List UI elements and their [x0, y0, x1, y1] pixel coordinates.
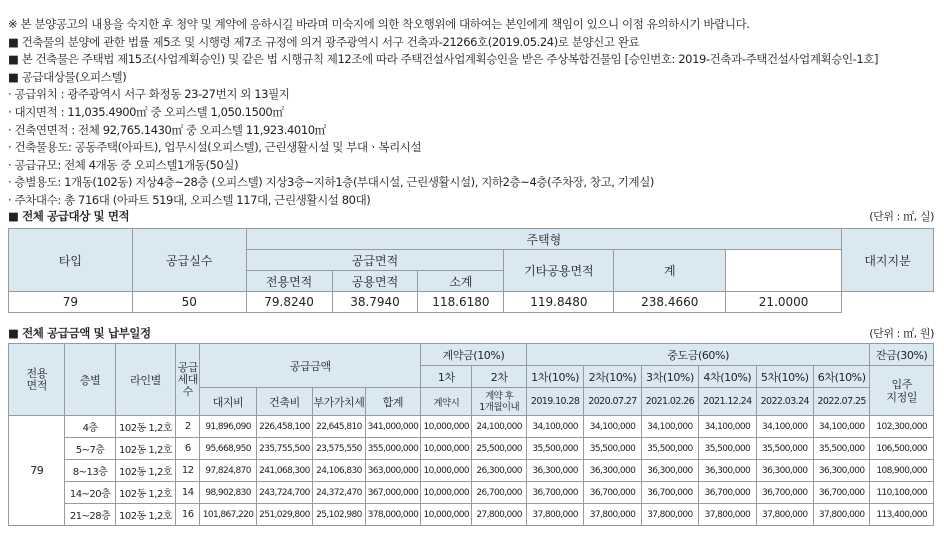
cell-line: 102동 1,2호 [115, 416, 175, 438]
cell-interim-3: 34,100,000 [641, 416, 698, 438]
header-interim-2: 2차(10%) [584, 366, 641, 388]
cell-interim-1: 36,700,000 [526, 482, 583, 504]
notice-line: ■ 본 건축물은 주택법 제15조(사업계획승인) 및 같은 법 시행규칙 제12조에 따라 주택건설사업계획승인을 받은 주상복합건물임 [승인번호: 2019-건축과-주택건설사업계획승인-1호] [8, 52, 879, 67]
cell-deposit-1: 10,000,000 [421, 504, 472, 526]
table-row [9, 292, 934, 313]
header-deposit-1: 1차 [421, 366, 472, 388]
cell-deposit-2: 26,700,000 [472, 482, 526, 504]
cell-interim-5: 34,100,000 [756, 416, 813, 438]
cell-balance: 113,400,000 [870, 504, 934, 526]
section-title-area: ■ 전체 공급대상 및 면적 [8, 209, 130, 223]
header-interim-1-date: 2019.10.28 [526, 388, 583, 416]
header-supply-area: 공급면적 [246, 250, 504, 271]
cell-total: 238.4660 [614, 292, 726, 313]
cell-vat: 24,106,830 [313, 460, 366, 482]
header-total: 계 [614, 250, 726, 292]
header-unit-count: 공급실수 [132, 229, 246, 292]
cell-interim-2: 36,700,000 [584, 482, 641, 504]
header-subtotal: 소계 [418, 271, 504, 292]
cell-interim-6: 36,700,000 [813, 482, 869, 504]
cell-vat: 25,102,980 [313, 504, 366, 526]
cell-floor: 21~28층 [65, 504, 115, 526]
cell-building-cost: 235,755,500 [256, 438, 312, 460]
header-interim-3: 3차(10%) [641, 366, 698, 388]
cell-exclusive: 79.8240 [246, 292, 332, 313]
cell-building-cost: 226,458,100 [256, 416, 312, 438]
header-interim-6: 6차(10%) [813, 366, 869, 388]
cell-interim-3: 36,300,000 [641, 460, 698, 482]
cell-building-cost: 241,068,300 [256, 460, 312, 482]
header-sum: 합계 [365, 388, 420, 416]
cell-interim-5: 35,500,000 [756, 438, 813, 460]
cell-units: 14 [176, 482, 200, 504]
header-interim-5: 5차(10%) [756, 366, 813, 388]
cell-units: 16 [176, 504, 200, 526]
cell-interim-3: 35,500,000 [641, 438, 698, 460]
notice-block [8, 16, 938, 210]
cell-sum: 378,000,000 [365, 504, 420, 526]
cell-floor: 4층 [65, 416, 115, 438]
cell-interim-6: 37,800,000 [813, 504, 869, 526]
cell-interim-3: 37,800,000 [641, 504, 698, 526]
header-interim-6-date: 2022.07.25 [813, 388, 869, 416]
cell-deposit-1: 10,000,000 [421, 460, 472, 482]
header-vat: 부가가치세 [313, 388, 366, 416]
cell-land-cost: 91,896,090 [200, 416, 256, 438]
header-interim-2-date: 2020.07.27 [584, 388, 641, 416]
cell-sum: 363,000,000 [365, 460, 420, 482]
unit-label-price: (단위 : ㎡, 원) [869, 327, 934, 340]
cell-line: 102동 1,2호 [115, 460, 175, 482]
cell-area: 79 [9, 416, 65, 526]
cell-interim-2: 34,100,000 [584, 416, 641, 438]
header-interim-3-date: 2021.02.26 [641, 388, 698, 416]
header-deposit-2: 2차 [472, 366, 526, 388]
header-deposit-2-when: 계약 후 1개월이내 [472, 388, 526, 416]
cell-vat: 22,645,810 [313, 416, 366, 438]
cell-sum: 341,000,000 [365, 416, 420, 438]
cell-interim-2: 37,800,000 [584, 504, 641, 526]
cell-interim-1: 37,800,000 [526, 504, 583, 526]
cell-balance: 110,100,000 [870, 482, 934, 504]
cell-vat: 23,575,550 [313, 438, 366, 460]
header-interim: 중도금(60%) [526, 344, 870, 366]
header-deposit: 계약금(10%) [421, 344, 527, 366]
cell-land-cost: 97,824,870 [200, 460, 256, 482]
header-interim-4-date: 2021.12.24 [699, 388, 756, 416]
price-table [8, 343, 934, 526]
cell-interim-5: 37,800,000 [756, 504, 813, 526]
cell-deposit-1: 10,000,000 [421, 482, 472, 504]
header-other-common: 기타공용면적 [504, 250, 614, 292]
cell-common: 38.7940 [332, 292, 418, 313]
cell-interim-1: 35,500,000 [526, 438, 583, 460]
header-line: 라인별 [115, 344, 175, 416]
cell-interim-6: 34,100,000 [813, 416, 869, 438]
header-balance: 잔금(30%) [870, 344, 934, 366]
table-row [9, 482, 934, 504]
cell-units: 6 [176, 438, 200, 460]
cell-building-cost: 251,029,800 [256, 504, 312, 526]
cell-subtotal: 118.6180 [418, 292, 504, 313]
notice-line: · 주차대수: 총 716대 (아파트 519대, 오피스텔 117대, 근린생활시설 80대) [8, 192, 371, 207]
header-floor: 층별 [65, 344, 115, 416]
cell-interim-6: 35,500,000 [813, 438, 869, 460]
cell-count: 50 [132, 292, 246, 313]
cell-interim-4: 36,300,000 [699, 460, 756, 482]
cell-deposit-2: 26,300,000 [472, 460, 526, 482]
cell-sum: 355,000,000 [365, 438, 420, 460]
cell-line: 102동 1,2호 [115, 482, 175, 504]
cell-type: 79 [9, 292, 133, 313]
header-housing-type: 주택형 [246, 229, 841, 250]
notice-line: · 공급규모: 전체 4개동 중 오피스텔1개동(50실) [8, 157, 239, 172]
cell-units: 2 [176, 416, 200, 438]
cell-interim-4: 34,100,000 [699, 416, 756, 438]
cell-floor: 5~7층 [65, 438, 115, 460]
header-land-share: 대지지분 [842, 229, 934, 292]
header-area: 전용 면적 [9, 344, 65, 416]
cell-land-cost: 101,867,220 [200, 504, 256, 526]
table-row [9, 438, 934, 460]
notice-line: · 대지면적 : 11,035.4900㎡ 중 오피스텔 1,050.1500㎡ [8, 104, 284, 119]
cell-line: 102동 1,2호 [115, 438, 175, 460]
cell-interim-2: 35,500,000 [584, 438, 641, 460]
cell-interim-4: 35,500,000 [699, 438, 756, 460]
header-exclusive-area: 전용면적 [246, 271, 332, 292]
cell-units: 12 [176, 460, 200, 482]
table-row [9, 416, 934, 438]
cell-interim-1: 34,100,000 [526, 416, 583, 438]
section-title-price: ■ 전체 공급금액 및 납부일정 [8, 326, 151, 340]
cell-other-common: 119.8480 [504, 292, 614, 313]
cell-sum: 367,000,000 [365, 482, 420, 504]
cell-deposit-1: 10,000,000 [421, 416, 472, 438]
header-units: 공급 세대 수 [176, 344, 200, 416]
cell-vat: 24,372,470 [313, 482, 366, 504]
notice-line: · 건축연면적 : 전체 92,765.1430㎡ 중 오피스텔 11,923.4010㎡ [8, 122, 326, 137]
cell-interim-3: 36,700,000 [641, 482, 698, 504]
cell-interim-6: 36,300,000 [813, 460, 869, 482]
header-interim-1: 1차(10%) [526, 366, 583, 388]
header-type: 타입 [9, 229, 133, 292]
cell-line: 102동 1,2호 [115, 504, 175, 526]
cell-balance: 102,300,000 [870, 416, 934, 438]
area-table [8, 228, 934, 313]
cell-building-cost: 243,724,700 [256, 482, 312, 504]
header-amount: 공급금액 [200, 344, 421, 388]
cell-interim-4: 36,700,000 [699, 482, 756, 504]
notice-line: · 건축물용도: 공동주택(아파트), 업무시설(오피스텔), 근린생활시설 및 부대ㆍ복리시설 [8, 140, 422, 155]
cell-interim-1: 36,300,000 [526, 460, 583, 482]
table-row [9, 504, 934, 526]
header-interim-5-date: 2022.03.24 [756, 388, 813, 416]
notice-line: ■ 건축물의 분양에 관한 법률 제5조 및 시행령 제7조 규정에 의거 광주광역시 서구 건축과-21266호(2019.05.24)로 분양신고 완료 [8, 34, 640, 49]
cell-interim-5: 36,700,000 [756, 482, 813, 504]
cell-deposit-1: 10,000,000 [421, 438, 472, 460]
cell-land-cost: 98,902,830 [200, 482, 256, 504]
cell-deposit-2: 25,500,000 [472, 438, 526, 460]
header-interim-4: 4차(10%) [699, 366, 756, 388]
cell-deposit-2: 24,100,000 [472, 416, 526, 438]
header-land-cost: 대지비 [200, 388, 256, 416]
cell-interim-4: 37,800,000 [699, 504, 756, 526]
notice-line: ■ 공급대상물(오피스텔) [8, 69, 127, 84]
header-deposit-1-when: 계약시 [421, 388, 472, 416]
cell-floor: 8~13층 [65, 460, 115, 482]
notice-line: · 층별용도: 1개동(102동) 지상4층~28층 (오피스텔) 지상3층~지하1층(부대시설, 근린생활시설), 지하2층~4층(주차장, 창고, 기계실) [8, 175, 655, 190]
cell-balance: 108,900,000 [870, 460, 934, 482]
cell-land-share: 21.0000 [726, 292, 842, 313]
cell-balance: 106,500,000 [870, 438, 934, 460]
notice-line: ※ 본 분양공고의 내용을 숙지한 후 청약 및 계약에 응하시길 바라며 미숙지에 의한 착오행위에 대하여는 본인에게 책임이 있으니 이점 유의하시기 바랍니다. [8, 17, 750, 31]
table-row [9, 460, 934, 482]
unit-label-area: (단위 : ㎡, 실) [869, 210, 934, 223]
header-building-cost: 건축비 [256, 388, 312, 416]
notice-line: · 공급위치 : 광주광역시 서구 화정동 23-27번지 외 13필지 [8, 87, 290, 102]
cell-deposit-2: 27,800,000 [472, 504, 526, 526]
cell-interim-5: 36,300,000 [756, 460, 813, 482]
header-move-in: 입주 지정일 [870, 366, 934, 416]
cell-land-cost: 95,668,950 [200, 438, 256, 460]
cell-floor: 14~20층 [65, 482, 115, 504]
header-common-area: 공용면적 [332, 271, 418, 292]
cell-interim-2: 36,300,000 [584, 460, 641, 482]
